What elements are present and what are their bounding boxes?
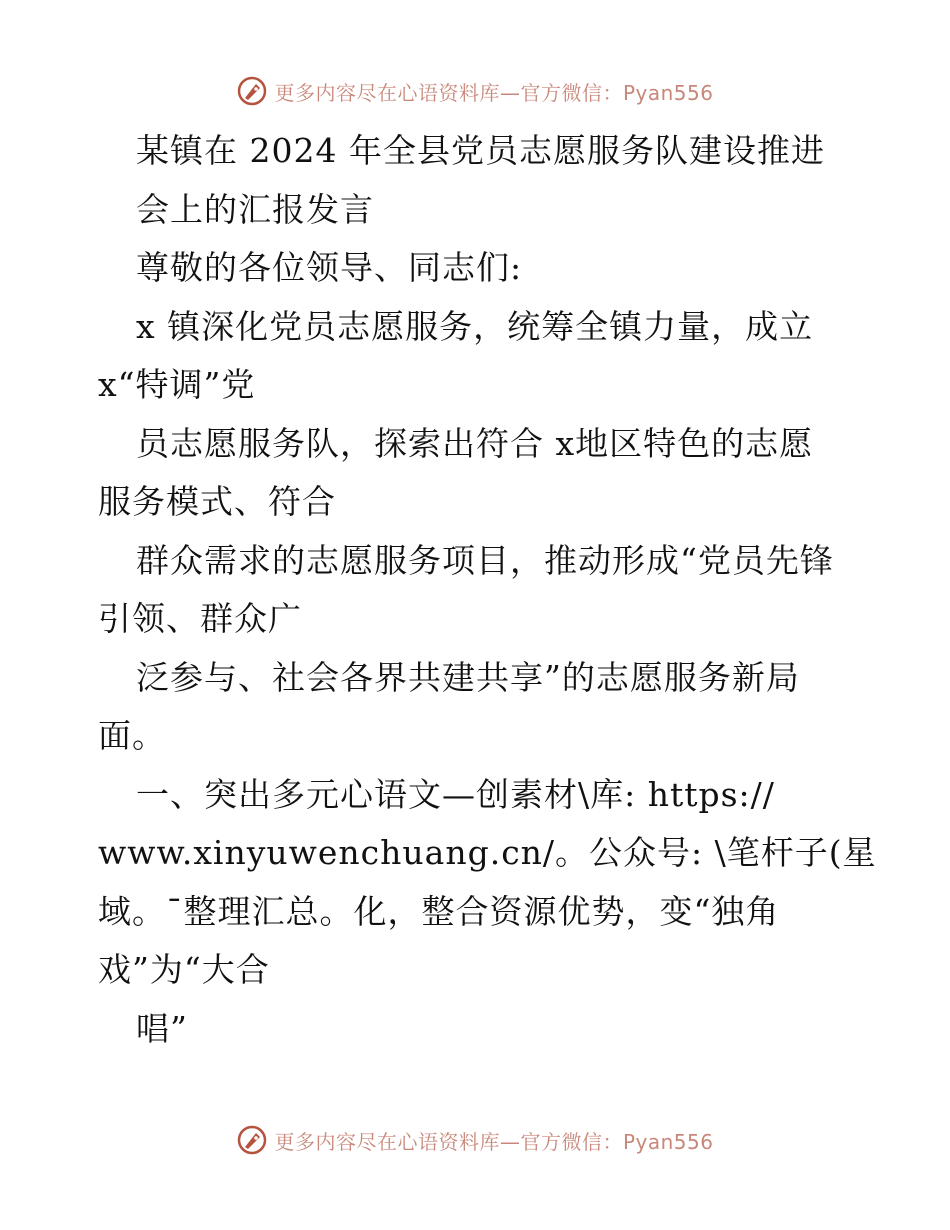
document-body [98,122,877,1058]
text-line: 群众需求的志愿服务项目，推动形成“党员先锋 [136,540,834,580]
text-line: 服务模式、符合 [98,482,336,521]
text-line: x 镇深化党员志愿服务，统筹全镇力量，成立 [136,306,814,346]
text-line: 引领、群众广 [98,599,302,638]
footer-banner-text: 更多内容尽在心语资料库—官方微信：Pyan556 [274,1129,714,1154]
header-watermark-banner [0,71,950,111]
text-line: 域。¯整理汇总。化，整合资源优势，变“独角 [98,891,780,931]
text-line: 一、突出多元心语文—创素材\库: https:// [136,774,775,814]
text-line: www.xinyuwenchuang.cn/。公众号: \笔杆子(星 [98,833,877,872]
text-line: 面。 [98,716,166,755]
text-line: 会上的汇报发言 [136,189,374,229]
text-line: 某镇在 2024 年全县党员志愿服务队建设推进 [136,131,825,170]
header-banner-text: 更多内容尽在心语资料库—官方微信：Pyan556 [274,80,714,105]
footer-watermark-banner [0,1120,950,1160]
text-line: 唱” [136,1008,188,1048]
text-line: 尊敬的各位领导、同志们: [136,248,523,287]
text-line: x“特调”党 [98,365,256,404]
pen-nib-logo-icon [236,1124,268,1156]
text-line: 泛参与、社会各界共建共享”的志愿服务新局 [136,657,800,697]
text-line: 戏”为“大合 [98,950,270,989]
text-line: 员志愿服务队，探索出符合 x地区特色的志愿 [136,423,814,463]
pen-nib-logo-icon [236,75,268,107]
